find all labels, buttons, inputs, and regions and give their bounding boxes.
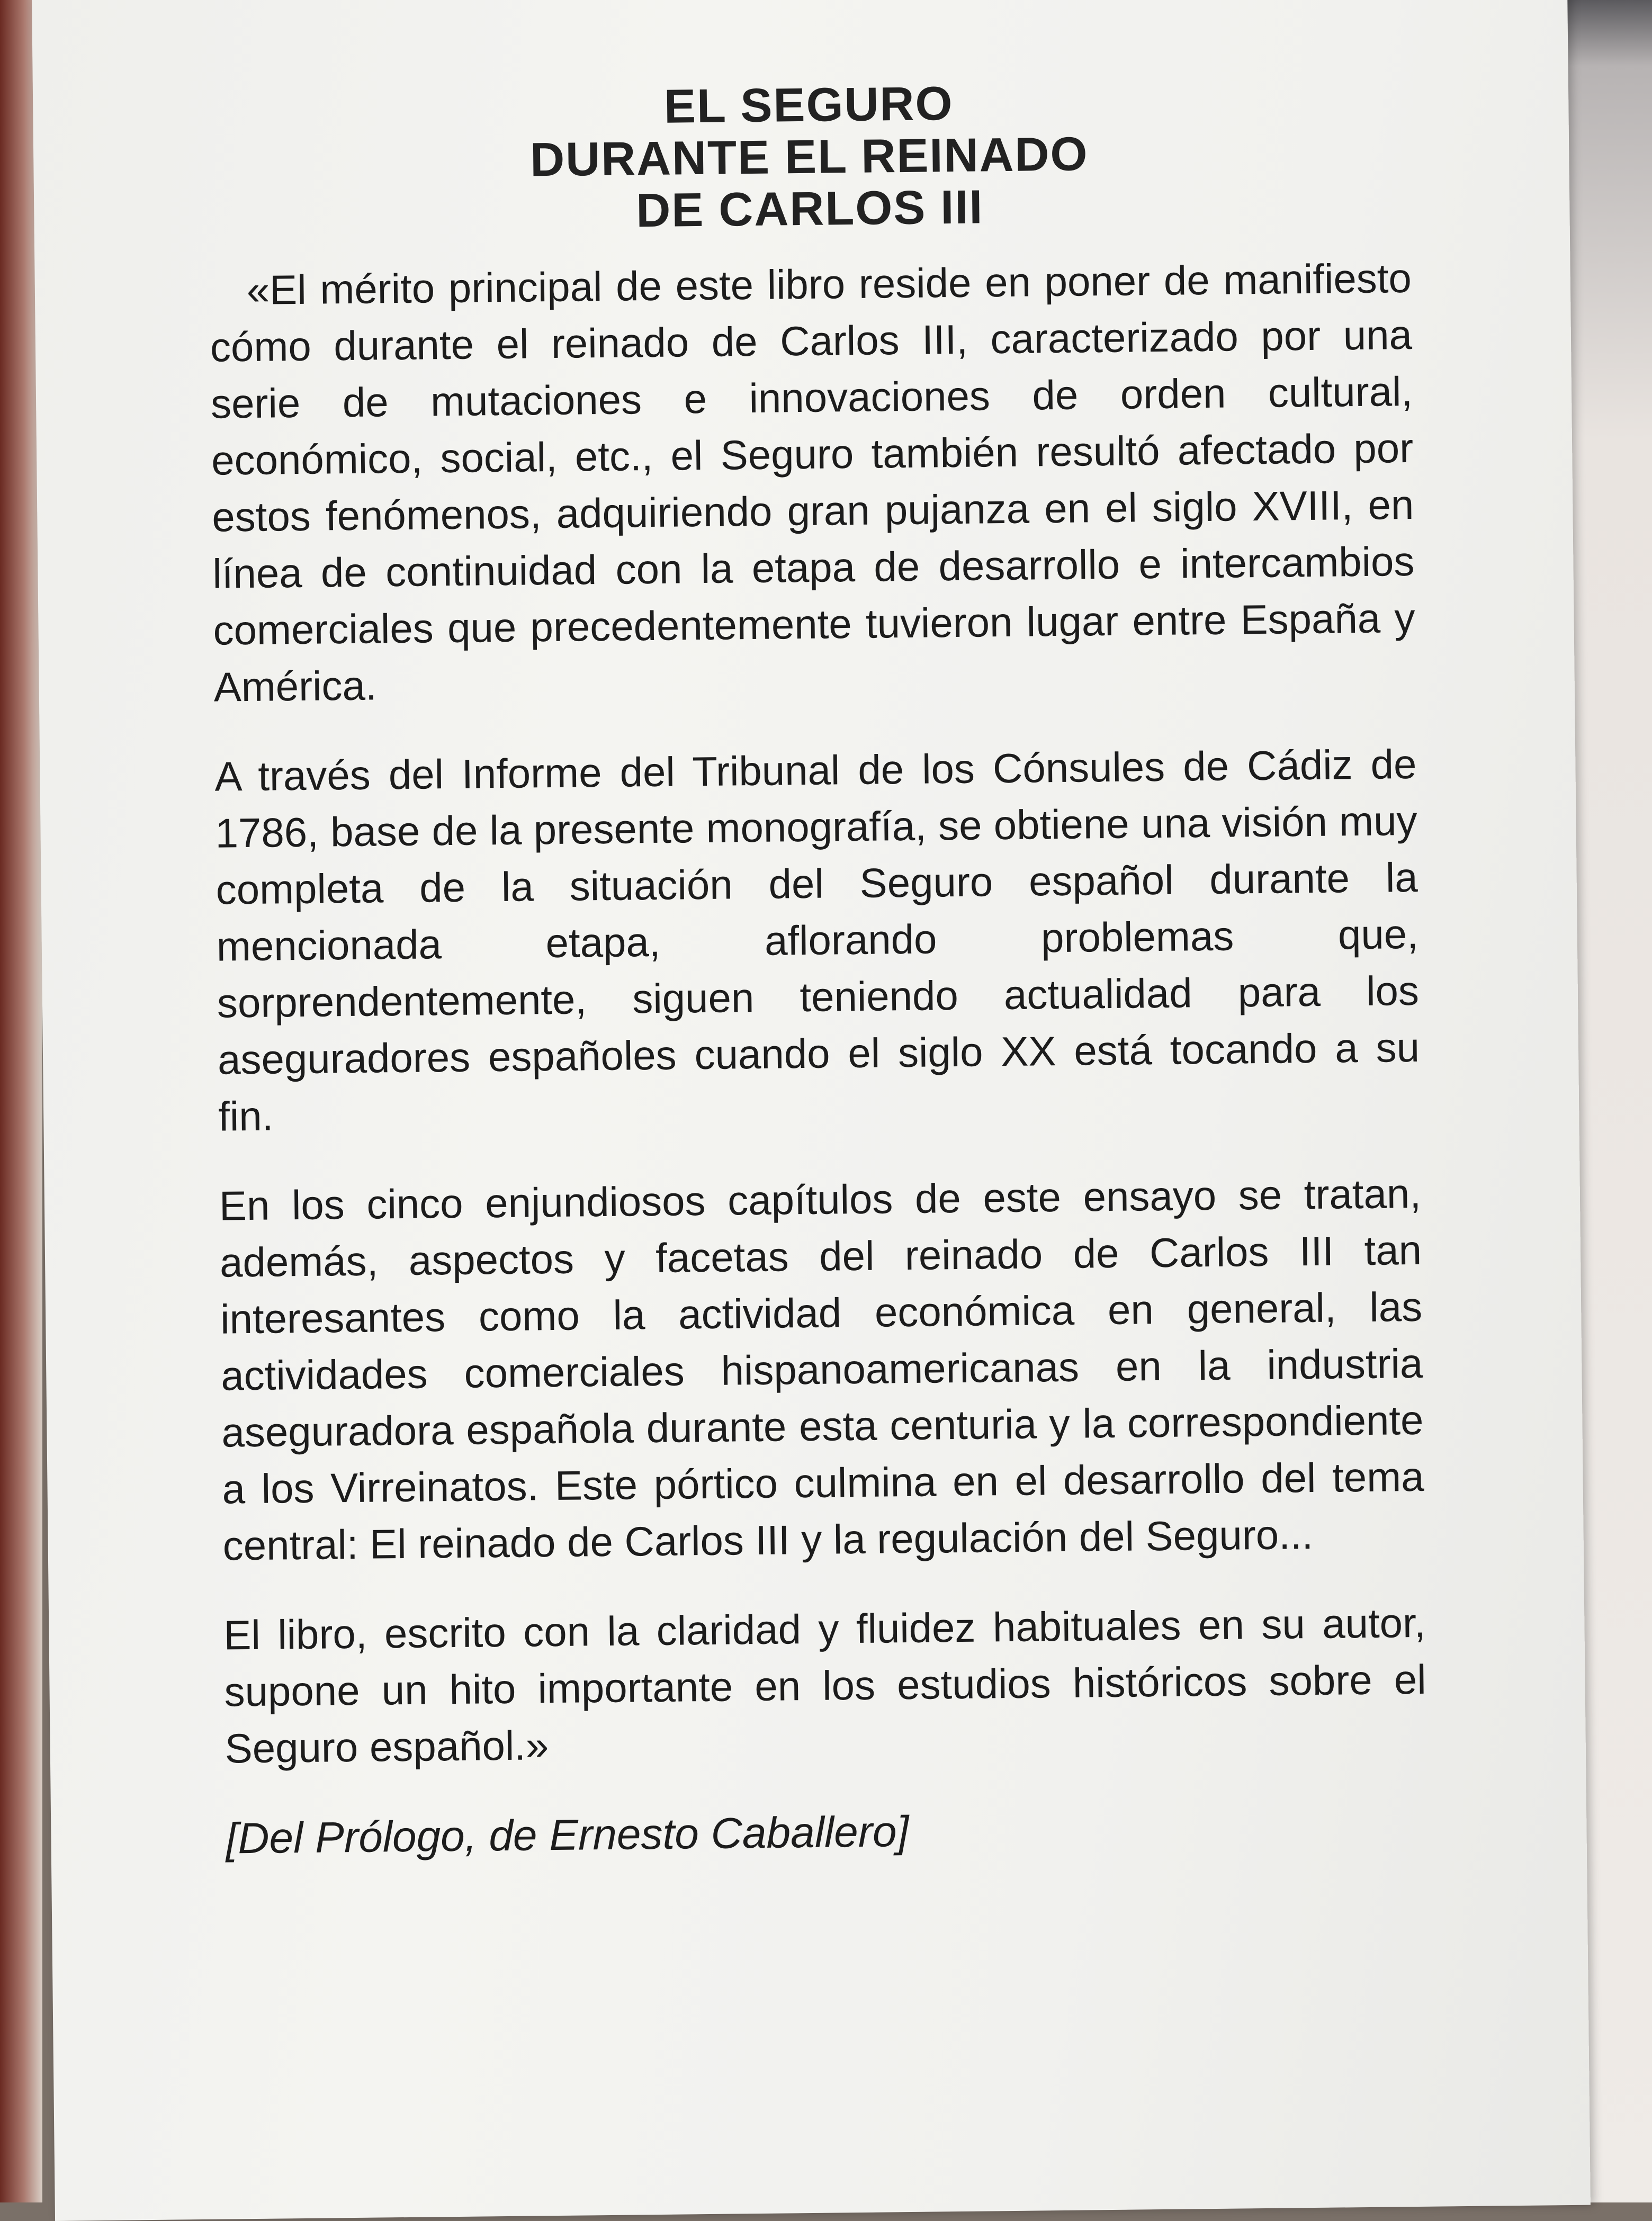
book-page <box>32 0 1591 2221</box>
paragraph: «El mérito principal de este libro reside en poner de manifiesto cómo durante el reinado de Carlos III, caracterizado por una serie de mutaciones e innovaciones de orden cultural, económico, social, etc., el Seguro también resultó afectado por estos fenómenos, adquiriendo gran pujanza en el siglo XVIII, en línea de continuidad con la etapa de desarrollo e intercambios comerciales que precedentemente tuvieron lugar entre España y América. <box>210 254 1415 711</box>
page-title <box>208 73 1411 241</box>
prologue-credit: [Del Prólogo, de Ernesto Caballero] <box>226 1808 909 1863</box>
paragraph: El libro, escrito con la claridad y fluidez habituales en su autor, supone un hito importante en los estudios históricos sobre el Seguro español.» <box>223 1599 1426 1772</box>
title-line: EL SEGURO <box>663 77 954 133</box>
page-content <box>208 73 1428 1868</box>
paragraph: En los cinco enjundiosos capítulos de este ensayo se tratan, además, aspectos y facetas del reinado de Carlos III tan interesantes como la actividad económica en general, las actividades comerciales hispanoamericanas en la industria aseguradora española durante esta centuria y la correspondiente a los Virreinatos. Este pórtico culmina en el desarrollo del tema central: El reinado de Carlos III y la regulación del Seguro... <box>219 1170 1424 1569</box>
paragraph: A través del Informe del Tribunal de los Cónsules de Cádiz de 1786, base de la presente monografía, se obtiene una visión muy completa de la situación del Seguro español durante la mencionada etapa, aflorando problemas que, sorprendentemente, siguen teniendo actualidad para los aseguradores españoles cuando el siglo XX está tocando a su fin. <box>214 740 1420 1140</box>
title-line: DURANTE EL REINADO <box>529 128 1089 187</box>
title-line: DE CARLOS III <box>635 181 984 238</box>
